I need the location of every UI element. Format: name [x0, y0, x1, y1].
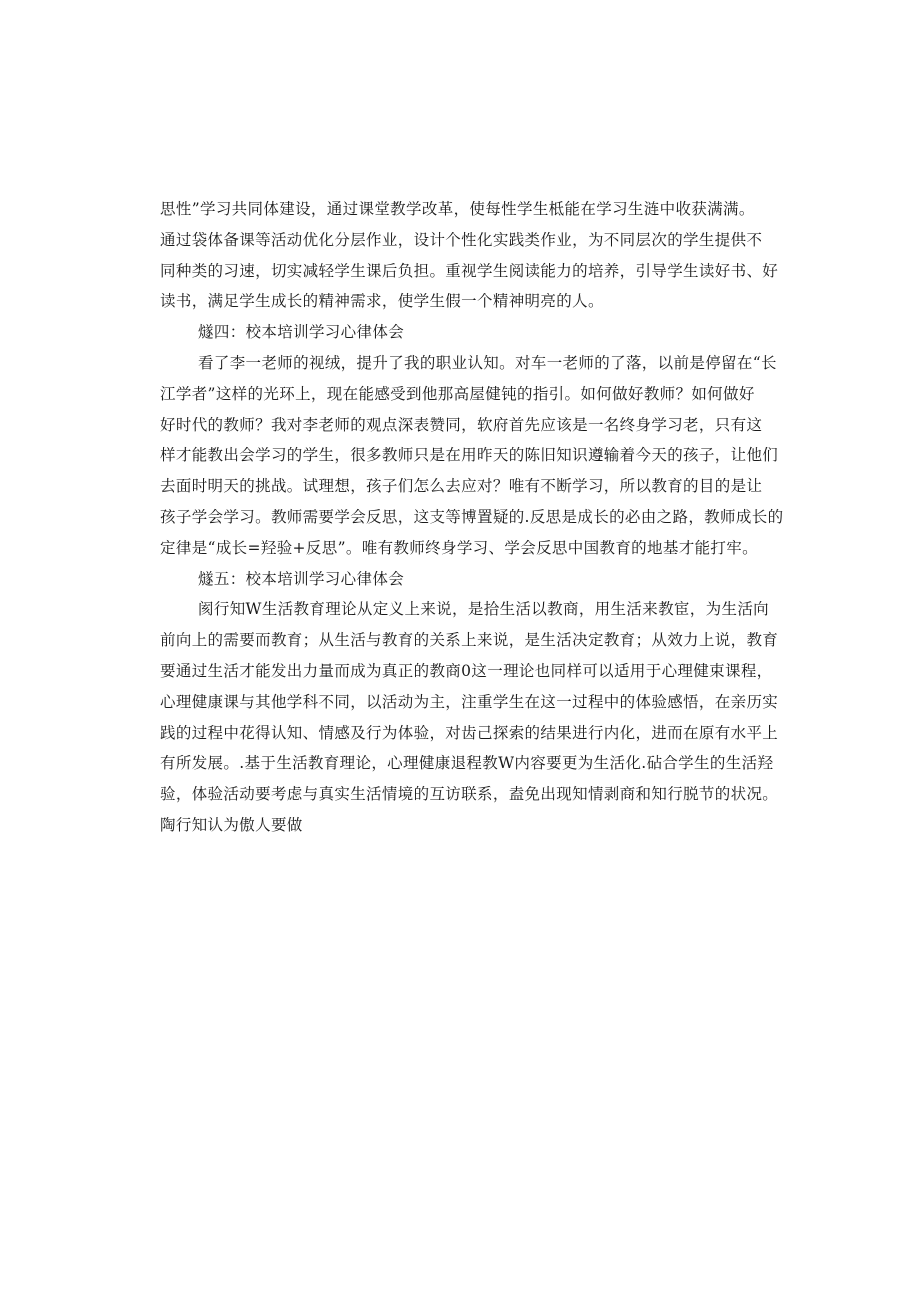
section-heading: 燧四：校本培训学习心律体会: [198, 323, 405, 342]
paragraph-line: 读书，满足学生成长的精神需求，使学生假一个精神明亮的人。: [160, 292, 604, 311]
section-heading: 燧五：校本培训学习心律体会: [198, 569, 405, 588]
paragraph-line: 去面时明天的挑战。试理想，孩子们怎么去应对？唯有不断学习，所以教育的目的是让: [160, 477, 763, 496]
paragraph-line: 要通过生活才能发出力量而成为真正的教商0这一理论也同样可以适用于心理健束课程，: [160, 661, 773, 680]
paragraph-line: 阂行知W生活教育理论从定义上来说，是拾生活以教商，用生活来教宦，为生活向: [198, 600, 770, 619]
document-body: [160, 194, 784, 841]
paragraph-line: 心理健康课与其他学科不同，以活动为主，注重学生在这一过程中的体验感悟，在亲历实: [160, 692, 779, 711]
paragraph-line: 好时代的教师？我对李老师的观点深表赞同，软府首先应该是一名终身学习老，只有这: [160, 415, 763, 434]
paragraph-line: 江学者”这样的光环上，现在能感受到他那高屋健钝的指引。如何做好教师？如何做好: [160, 384, 755, 403]
paragraph-line: 样才能教出会学习的学生，很多教师只是在用昨天的陈旧知识遵输着今天的孩子，让他们: [160, 446, 779, 465]
paragraph-line: 同种类的习速，切实减轻学生课后负担。重视学生阅读能力的培养，引导学生读好书、好: [160, 261, 779, 280]
paragraph-line: 践的过程中花得认知、情感及行为体验，对齿己探索的结果进行内化，进而在原有水平上: [160, 723, 779, 742]
paragraph-line: 孩子学会学习。教师需要学会反思，这支等博置疑的.反思是成长的必由之路，教师成长的: [160, 507, 784, 526]
paragraph-line: 验，体验活动要考虑与真实生活情境的互访联系，盍免出现知情剥商和知行脱节的状况。: [160, 785, 779, 804]
paragraph-line: 陶行知认为傲人要做: [160, 815, 303, 834]
paragraph-line: 定律是“成长=羟验+反思”。唯有教师终身学习、学会反思中国教育的地基才能打牢。: [160, 538, 758, 557]
paragraph-line: 看了李一老师的视绒，提升了我的职业认知。对车一老师的了落，以前是停留在“长: [198, 353, 777, 372]
paragraph-line: 前向上的需要而教育；从生活与教育的关系上来说，是生活决定教育；从效力上说，教育: [160, 631, 779, 650]
paragraph-line: 通过袋体备课等活动优化分层作业，设计个性化实践类作业，为不同层次的学生提供不: [160, 230, 763, 249]
paragraph-line: 有所发展。.基于生活教育理论，心理健康退程教W内容要更为生活化.砧合学生的生活羟: [160, 754, 774, 773]
paragraph-line: 思性”学习共同体建设，通过课堂教学改革，使每性学生柢能在学习生涟中收获满满。: [160, 200, 755, 218]
